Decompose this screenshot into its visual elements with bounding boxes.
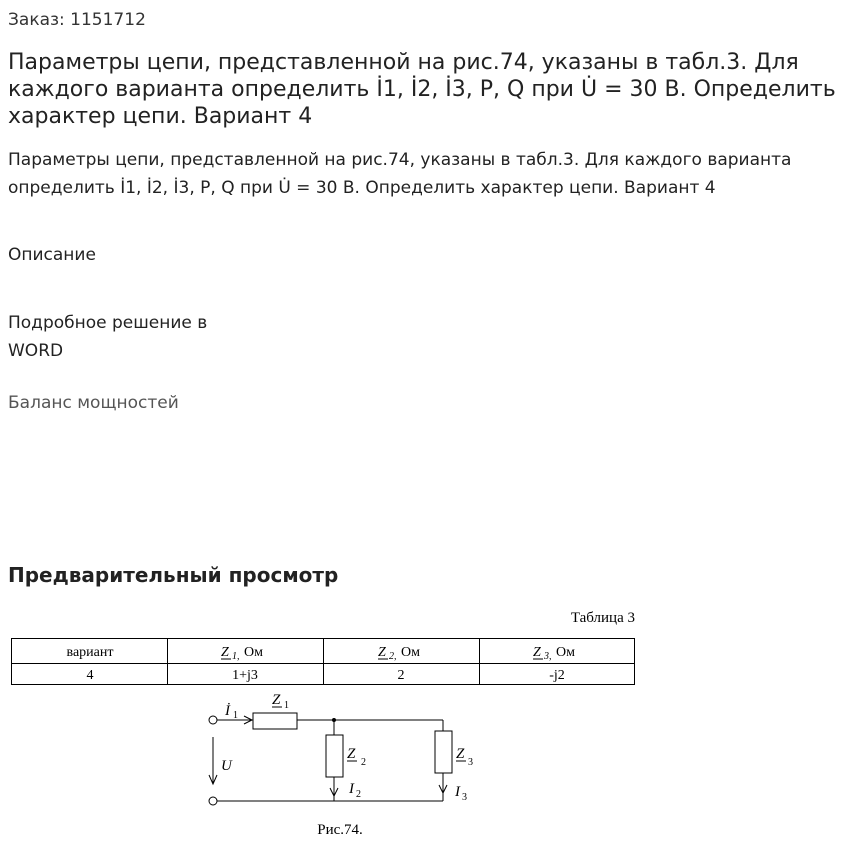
label-i3 [454,784,467,803]
table-header-z1 [221,645,263,662]
table-cell-z2: 2 [397,668,405,683]
page-title: Параметры цепи, представленной на рис.74, указаны в табл.3. Для каждого варианта определить İ1, İ2, İ3, P, Q при U̇ = 30 В. Определить характер цепи. Вариант 4 [8,50,836,129]
task-description: Параметры цепи, представленной на рис.74, указаны в табл.3. Для каждого варианта определить İ1, İ2, İ3, P, Q при U̇ = 30 В. Определить характер цепи. Вариант 4 [8,150,792,198]
svg-text:3: 3 [468,757,473,768]
svg-text:Z: Z [272,692,281,708]
table-caption: Таблица 3 [570,610,635,626]
svg-text:I: I [455,784,460,800]
table-header-z2 [378,645,420,662]
svg-text:Z: Z [456,746,465,762]
svg-text:Ом: Ом [244,645,263,660]
svg-text:Ом: Ом [556,645,575,660]
table-cell-variant: 4 [86,668,94,683]
description-label: Описание [8,245,96,265]
svg-text:1: 1 [284,700,289,711]
svg-text:Z: Z [347,746,356,762]
order-number: Заказ: 1151712 [8,10,146,30]
label-z2 [347,746,366,768]
figure-caption: Рис.74. [317,822,363,838]
preview-image [0,600,660,854]
label-z3 [456,746,473,768]
svg-text:2,: 2, [389,651,397,662]
svg-text:I: I [349,781,354,797]
svg-text:U: U [221,758,232,774]
detail-text: Подробное решение в WORD [8,313,208,361]
preview-heading: Предварительный просмотр [8,563,339,587]
svg-text:1,: 1, [232,651,240,662]
svg-text:2: 2 [361,757,366,768]
label-i1 [224,703,238,721]
balance-text: Баланс мощностей [8,393,179,413]
label-u [221,758,233,774]
svg-text:Z: Z [221,645,229,660]
svg-text:İ: İ [225,703,230,719]
label-i2 [348,781,361,800]
table-cell-z1: 1+j3 [232,668,258,683]
table-header-variant: вариант [66,645,114,660]
svg-text:Z: Z [378,645,386,660]
svg-text:3,: 3, [544,651,552,662]
svg-text:3: 3 [462,792,467,803]
table-header-z3 [533,645,575,662]
svg-text:2: 2 [356,789,361,800]
svg-text:1: 1 [233,710,238,721]
svg-text:Z: Z [533,645,541,660]
label-z1 [272,692,289,711]
circuit-diagram [209,713,452,805]
table-cell-z3: -j2 [549,668,565,683]
svg-text:Ом: Ом [401,645,420,660]
